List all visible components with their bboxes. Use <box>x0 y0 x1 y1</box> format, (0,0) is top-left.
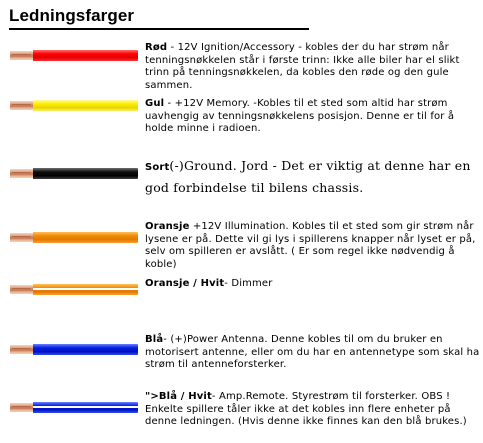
wire-description <box>145 334 481 372</box>
wire-description <box>145 156 481 200</box>
wire-insulation <box>33 50 138 61</box>
copper-end <box>10 51 33 60</box>
blue-wire-icon <box>10 344 138 355</box>
copper-end <box>10 169 33 178</box>
wire-description <box>145 221 481 271</box>
white-stripe <box>33 288 138 290</box>
page-title: Ledningsfarger <box>9 4 309 30</box>
wire-text: (-)Ground. Jord - Det er viktig at denne har en god forbindelse til bilens chassis. <box>145 158 471 195</box>
wire-description <box>145 98 481 136</box>
wire-name: Oransje <box>145 221 190 232</box>
wire-insulation <box>33 100 138 111</box>
orange-white-wire-icon <box>10 284 138 295</box>
wire-description <box>145 278 481 291</box>
wire-name: ">Blå / Hvit <box>145 391 212 402</box>
copper-end <box>10 345 33 354</box>
wire-name: Sort <box>145 162 170 173</box>
orange-wire-icon <box>10 232 138 243</box>
copper-end <box>10 285 33 294</box>
wire-name: Gul <box>145 98 165 109</box>
wire-text: - (+)Power Antenna. Denne kobles til om du bruker en motorisert antenne, eller om du har en antennetype som skal ha strøm til antenneforsterker. <box>145 334 480 370</box>
wire-text: - Dimmer <box>224 278 273 289</box>
copper-end <box>10 403 33 412</box>
wire-description <box>145 42 481 92</box>
wire-name: Blå <box>145 334 164 345</box>
red-wire-icon <box>10 50 138 61</box>
wire-text: - 12V Ignition/Accessory - kobles der du har strøm når tenningsnøkkelen står i første trinn: Ikke alle biler har el slikt trinn på tenningsnøkkelen, da kobles den røde og den gule sammen. <box>145 42 460 91</box>
wire-text: - Amp.Remote. Styrestrøm til forsterker. OBS ! Enkelte spillere tåler ikke at det kobles inn flere enheter på denne ledningen. (Hvis denne ikke finnes kan den blå brukes.) <box>145 391 467 427</box>
yellow-wire-icon <box>10 100 138 111</box>
wire-text: +12V Illumination. Kobles til et sted som gir strøm når lysene er på. Dette vil gi lys i spillerens knapper når lyset er på, selv om spilleren er avslått. ( Er som regel ikke nødvendig å koble) <box>145 221 476 270</box>
wire-description <box>145 391 481 429</box>
wire-insulation <box>33 344 138 355</box>
wire-insulation <box>33 232 138 243</box>
blue-white-wire-icon <box>10 402 138 413</box>
wire-name: Oransje / Hvit <box>145 278 225 289</box>
copper-end <box>10 233 33 242</box>
wire-text: - +12V Memory. -Kobles til et sted som altid har strøm uavhengig av tenningsnøkkelens posisjon. Denne er til for å holde minne i radioen. <box>145 98 455 134</box>
wire-insulation <box>33 168 138 179</box>
white-stripe <box>33 406 138 408</box>
wire-name: Rød <box>145 42 168 53</box>
copper-end <box>10 101 33 110</box>
black-wire-icon <box>10 168 138 179</box>
